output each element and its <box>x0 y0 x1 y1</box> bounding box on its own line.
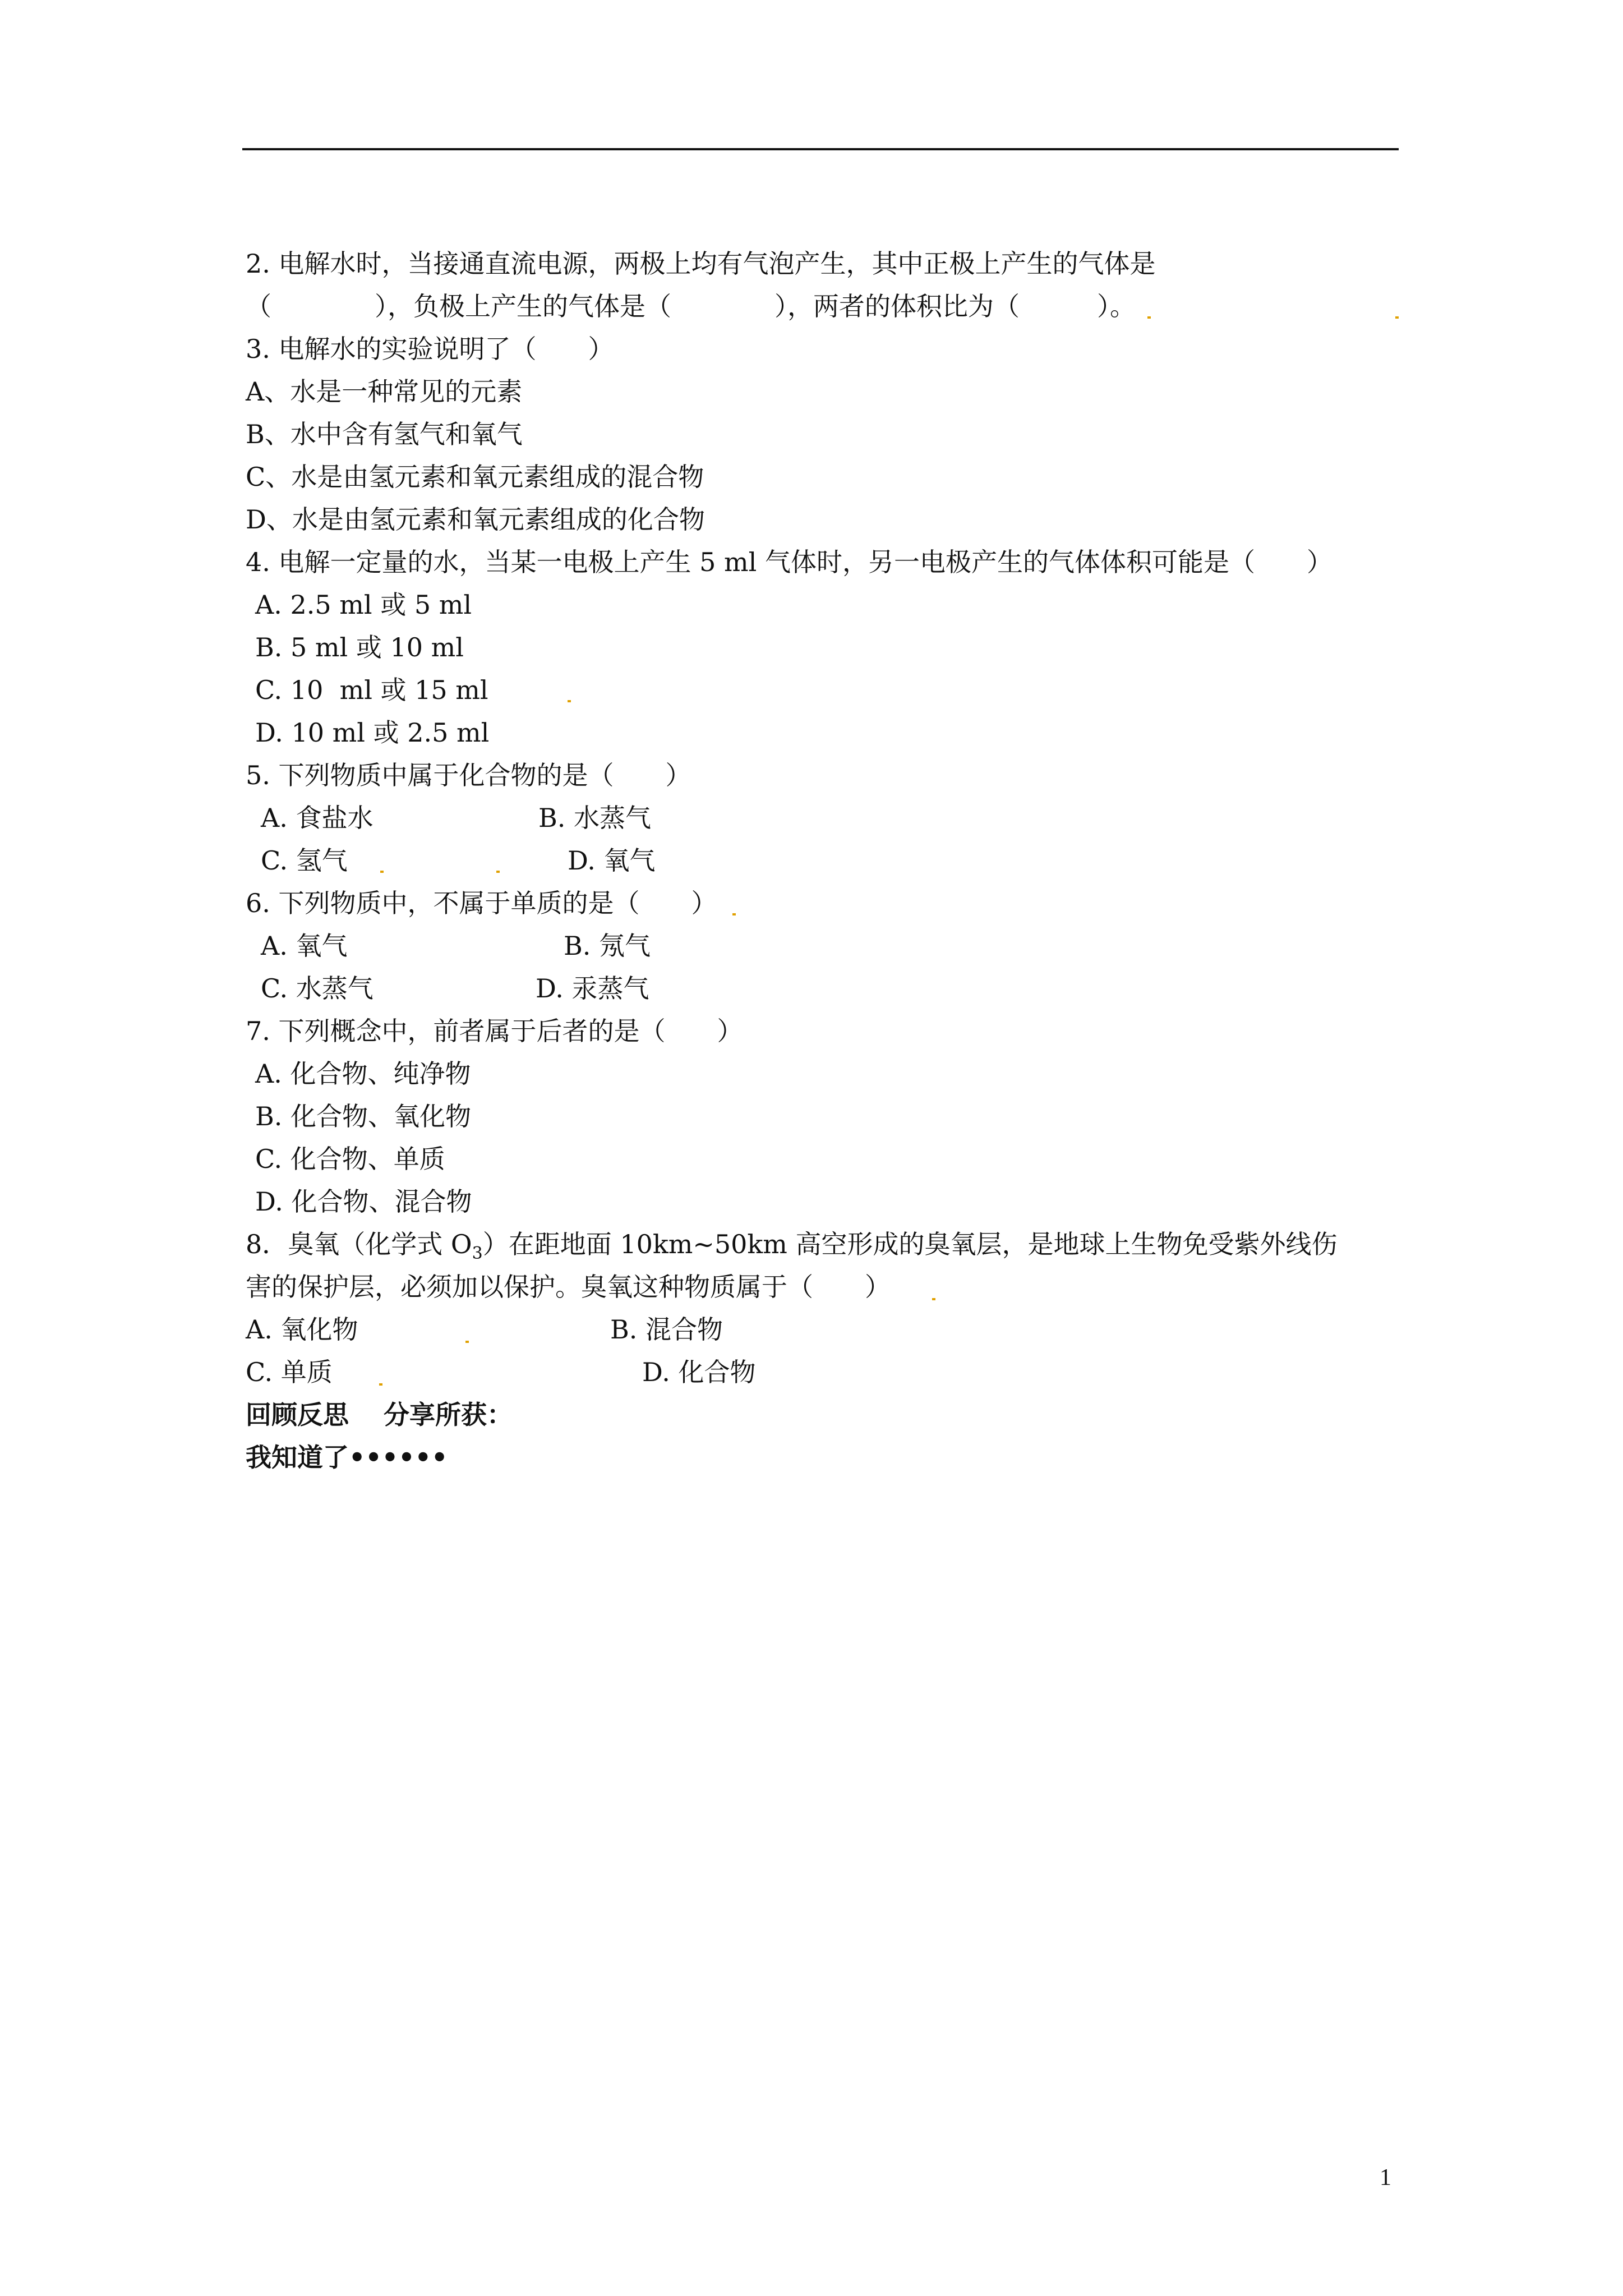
q7-option-a: A. 化合物、纯净物 <box>255 1059 471 1089</box>
artifact-dot <box>379 1383 382 1386</box>
q6-option-d: D. 汞蒸气 <box>536 973 649 1004</box>
q5-stem: 5. 下列物质中属于化合物的是（ ） <box>246 760 691 790</box>
q7-option-d: D. 化合物、混合物 <box>255 1186 472 1217</box>
q7-option-b: B. 化合物、氧化物 <box>255 1101 472 1131</box>
q5-option-d: D. 氧气 <box>568 845 656 876</box>
artifact-dot <box>380 871 384 873</box>
q3-option-a: A、水是一种常见的元素 <box>246 376 523 407</box>
artifact-dot <box>568 700 571 702</box>
q7-stem: 7. 下列概念中，前者属于后者的是（ ） <box>246 1016 743 1046</box>
q4-option-d: D. 10 ml 或 2.5 ml <box>255 717 490 748</box>
q6-option-a: A. 氧气 <box>261 931 348 961</box>
q8-line1 <box>246 1227 1338 1271</box>
q6-option-c: C. 水蒸气 <box>261 973 374 1004</box>
q7-option-c: C. 化合物、单质 <box>255 1144 445 1174</box>
q2-line2: （ ），负极上产生的气体是（ ），两者的体积比为（ ）。 <box>246 291 1136 321</box>
artifact-dot <box>1147 316 1151 319</box>
q4-option-a: A. 2.5 ml 或 5 ml <box>255 590 472 620</box>
header-rule <box>242 148 1399 150</box>
artifact-dot <box>496 871 500 873</box>
artifact-dot <box>465 1341 469 1343</box>
page-number: 1 <box>1380 2165 1391 2191</box>
q8-option-d: D. 化合物 <box>642 1357 756 1387</box>
q5-option-a: A. 食盐水 <box>261 803 374 833</box>
q4-option-b: B. 5 ml 或 10 ml <box>255 632 464 662</box>
q3-option-d: D、水是由氢元素和氧元素组成的化合物 <box>246 504 705 535</box>
q2-line1: 2. 电解水时，当接通直流电源，两极上均有气泡产生，其中正极上产生的气体是 <box>246 249 1156 279</box>
q8-option-a: A. 氧化物 <box>246 1314 358 1345</box>
artifact-dot <box>732 913 736 915</box>
q5-option-c: C. 氢气 <box>261 845 348 876</box>
q4-option-c: C. 10 ml 或 15 ml <box>255 675 488 705</box>
q8-line2: 害的保护层，必须加以保护。臭氧这种物质属于（ ） <box>246 1272 891 1302</box>
q3-stem: 3. 电解水的实验说明了（ ） <box>246 334 614 364</box>
q8-line1-end: ）在距地面 10km~50km 高空形成的臭氧层，是地球上生物免受紫外线伤 <box>482 1229 1338 1259</box>
reflection-heading: 回顾反思 分享所获： <box>246 1400 513 1430</box>
q6-option-b: B. 氖气 <box>564 931 651 961</box>
q3-option-b: B、水中含有氢气和氧气 <box>246 419 523 449</box>
q5-option-b: B. 水蒸气 <box>538 803 652 833</box>
q8-line1-start: 8．臭氧（化学式 O <box>246 1229 472 1259</box>
q8-option-b: B. 混合物 <box>610 1314 723 1345</box>
artifact-dot <box>1395 316 1399 319</box>
reflection-know: 我知道了•••••• <box>246 1442 448 1473</box>
artifact-dot <box>932 1298 935 1300</box>
q3-option-c: C、水是由氢元素和氧元素组成的混合物 <box>246 462 704 492</box>
q8-ozone-subscript: 3 <box>472 1244 483 1264</box>
q4-stem: 4. 电解一定量的水，当某一电极上产生 5 ml 气体时，另一电极产生的气体体积可能是（ ） <box>246 547 1332 577</box>
q6-stem: 6. 下列物质中，不属于单质的是（ ） <box>246 888 717 918</box>
q8-option-c: C. 单质 <box>246 1357 333 1387</box>
